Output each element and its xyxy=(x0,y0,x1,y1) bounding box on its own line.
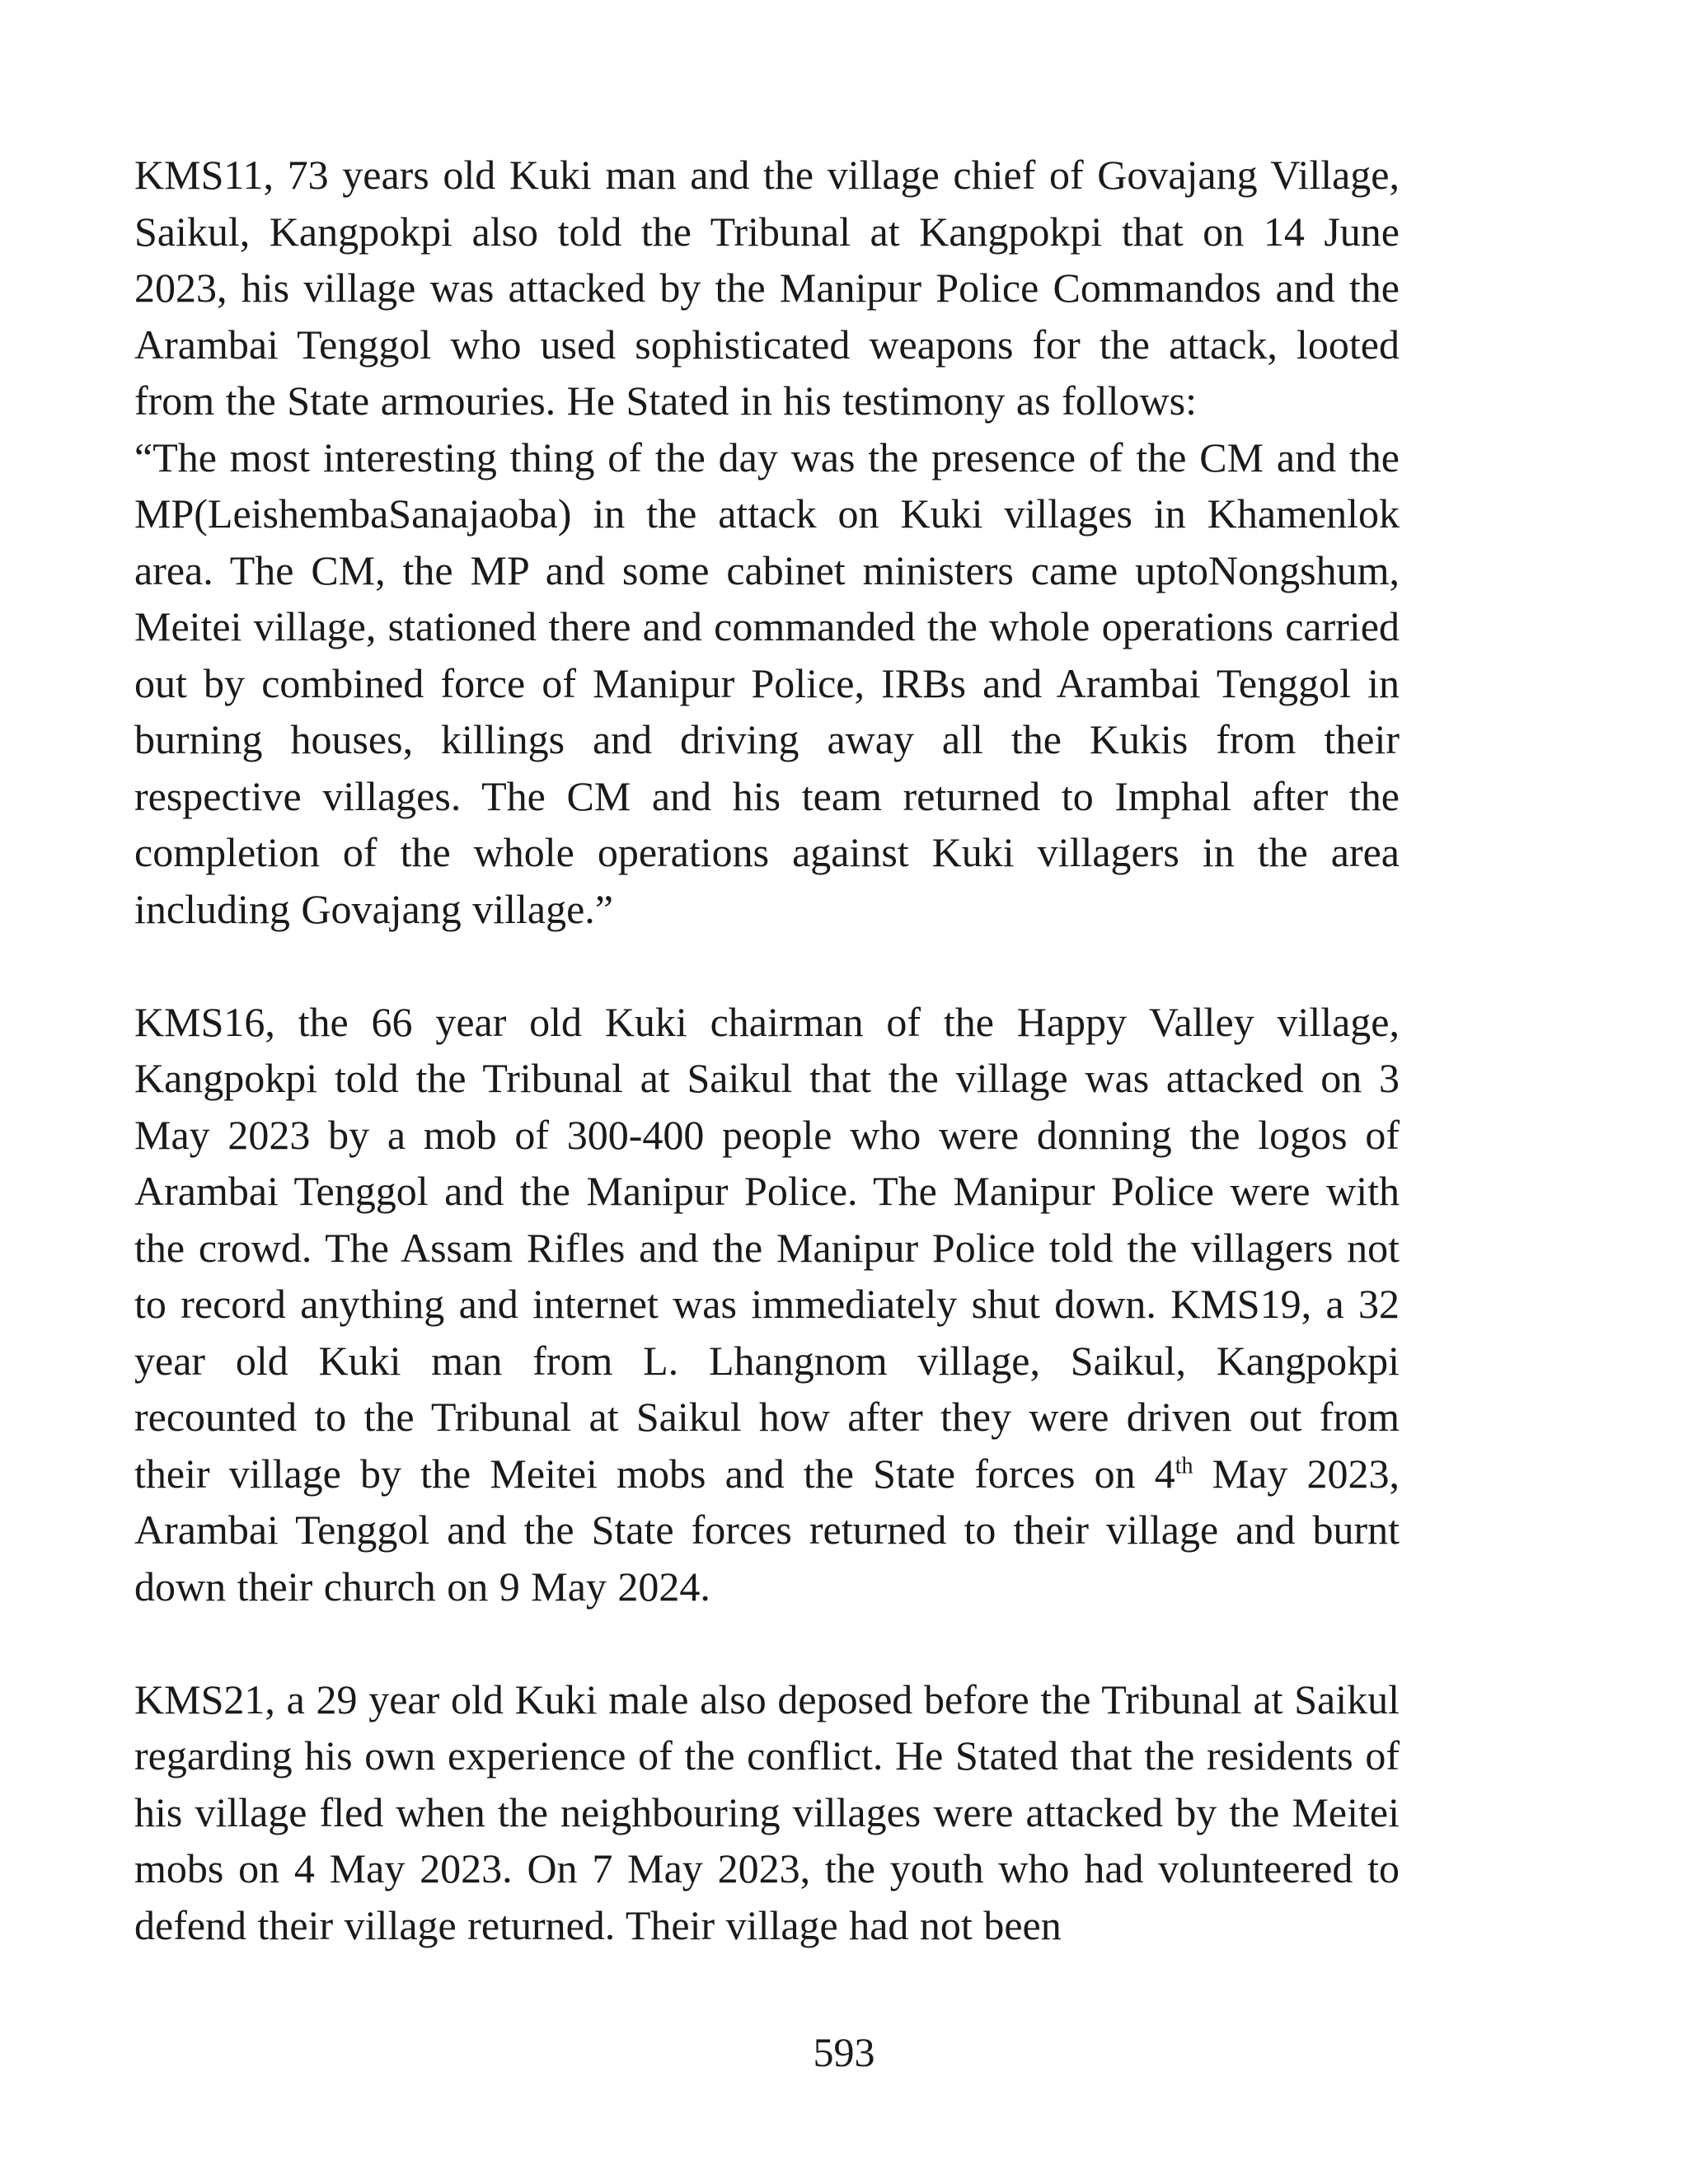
paragraph-kms16-kms19 xyxy=(134,994,1400,1615)
page-body xyxy=(134,147,1400,1953)
paragraph-text-after-superscript: May 2023, Arambai Tenggol and the State forces returned to their village and burnt down their church on 9 May 2024. xyxy=(134,1450,1400,1610)
page-number: 593 xyxy=(813,2029,875,2075)
ordinal-superscript: th xyxy=(1175,1452,1193,1479)
paragraph-gap xyxy=(134,1615,1400,1671)
paragraph-testimony-quote: “The most interesting thing of the day was the presence of the CM and the MP(LeishembaSanajaoba) in the attack on Kuki villages in Khamenlok area. The CM, the MP and some cabinet ministers came uptoNongshum, Meitei village, stationed there and commanded the whole operations carried out by combined force of Manipur Police, IRBs and Arambai Tenggol in burning houses, killings and driving away all the Kukis from their respective villages. The CM and his team returned to Imphal after the completion of the whole operations against Kuki villagers in the area including Govajang village.” xyxy=(134,434,1400,932)
paragraph-kms21: KMS21, a 29 year old Kuki male also deposed before the Tribunal at Saikul regarding his own experience of the conflict. He Stated that the residents of his village fled when the neighbouring villages were attacked by the Meitei mobs on 4 May 2023. On 7 May 2023, the youth who had volunteered to defend their village returned. Their village had not been xyxy=(134,1675,1400,1948)
paragraph-kms11: KMS11, 73 years old Kuki man and the village chief of Govajang Village, Saikul, Kangpokpi also told the Tribunal at Kangpokpi that on 14 June 2023, his village was attacked by the Manipur Police Commandos and the Arambai Tenggol who used sophisticated weapons for the attack, looted from the State armouries. He Stated in his testimony as follows: xyxy=(134,152,1400,424)
paragraph-gap xyxy=(134,937,1400,994)
paragraph-text-before-superscript: KMS16, the 66 year old Kuki chairman of the Happy Valley village, Kangpokpi told the Tribunal at Saikul that the village was attacked on 3 May 2023 by a mob of 300-400 people who were donning the logos of Arambai Tenggol and the Manipur Police. The Manipur Police were with the crowd. The Assam Rifles and the Manipur Police told the villagers not to record anything and internet was immediately shut down. KMS19, a 32 year old Kuki man from L. Lhangnom village, Saikul, Kangpokpi recounted to the Tribunal at Saikul how after they were driven out from their village by the Meitei mobs and the State forces on 4 xyxy=(134,998,1400,1497)
